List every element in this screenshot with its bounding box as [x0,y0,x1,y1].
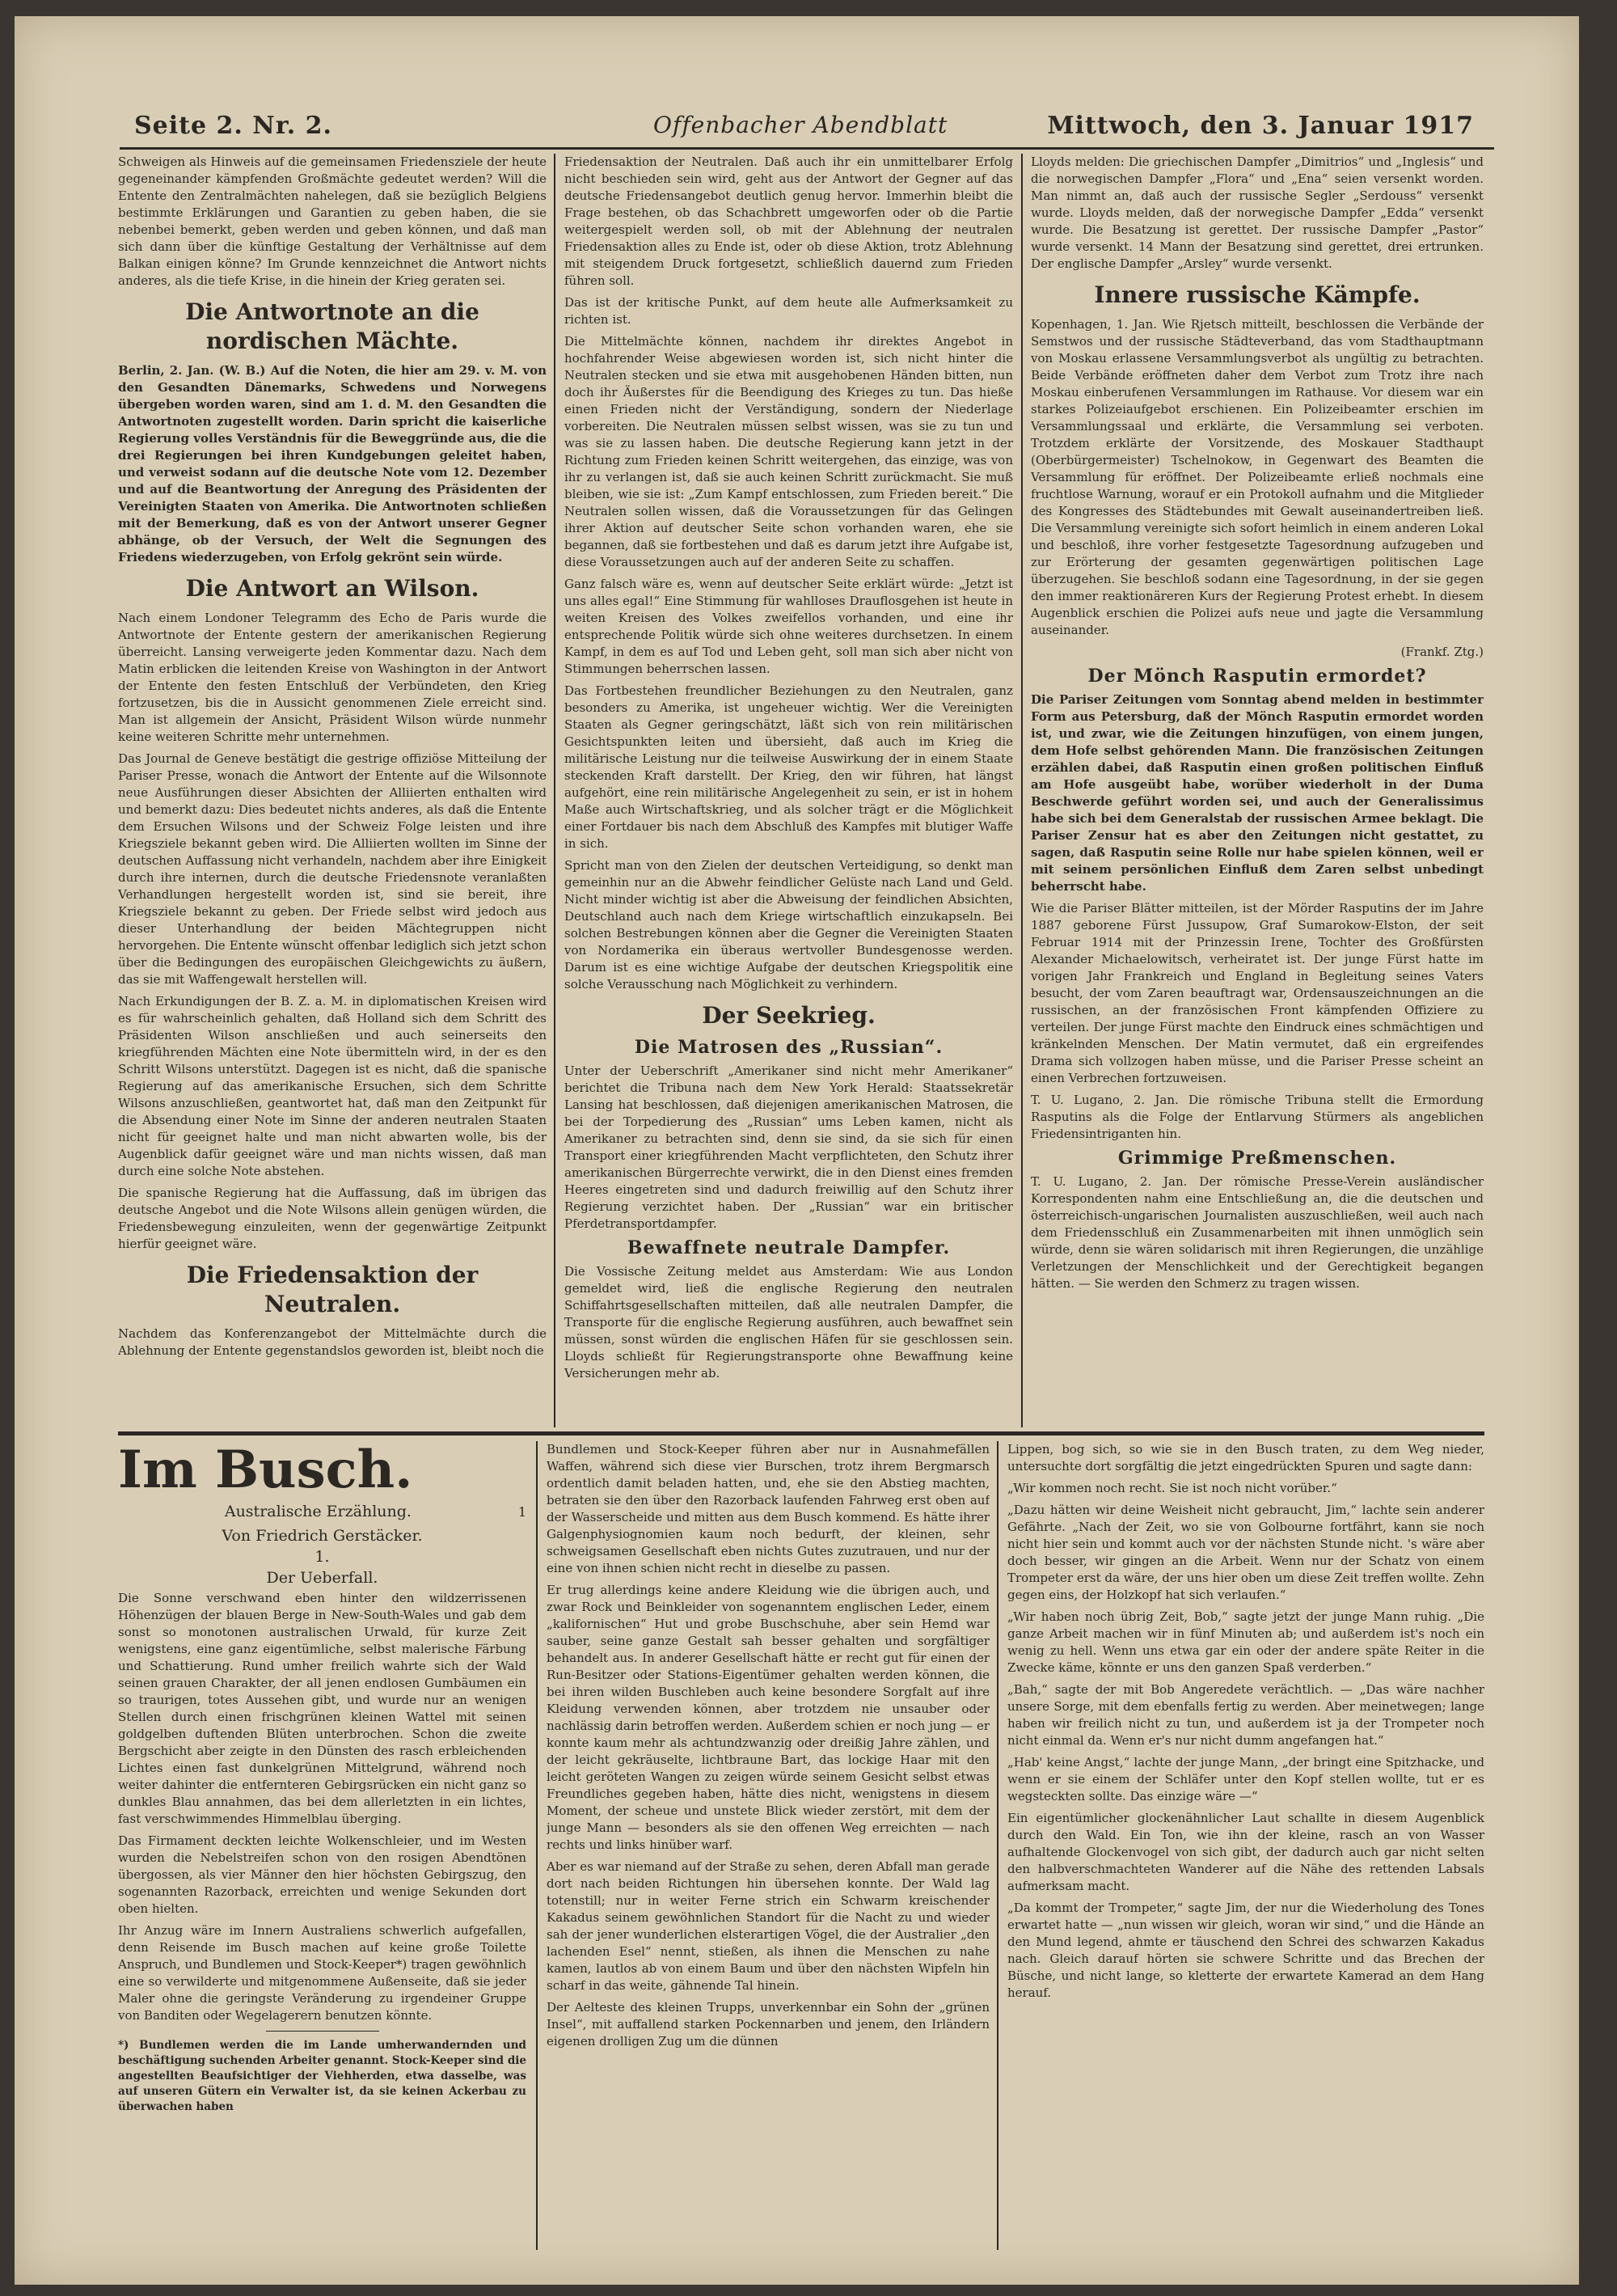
article-text: Nach einem Londoner Telegramm des Echo de Paris wurde die Antwortnote der Entente gestern der amerikanischen Regierung überreicht. Lansing verweigerte jeden Kommentar dazu. Nach dem Matin erblicken die leitenden Kreise von Washington in der Antwort der Entente den festen Entschluß der Verbündeten, den Krieg fortzusetzen, bis die in Aussicht genommenen Ziele erreicht sind. Man ist allgemein der Ansicht, Präsident Wilson würde nunmehr keine weiteren Schritte mehr unternehmen. [118,611,547,744]
subheadline-armed-steamers: Bewaffnete neutrale Dampfer. [627,1237,951,1258]
story-text: Lippen, bog sich, so wie sie in den Busch traten, zu dem Weg nieder, untersuchte dort sorgfältig die jetzt eingedrückten Spuren und sagte dann: [1007,1442,1484,1474]
column-3 [1031,154,1484,1427]
story-text: Das Firmament deckten leichte Wolkenschleier, und im Westen wurden die Nebelstreifen schon von den rosigen Abendtönen übergossen, als vier Männer den hier höchsten Gebirgszug, den sogenannten Razorback, erreichten und wenige Sekunden dort oben hielten. [118,1833,526,1916]
newspaper-name: Offenbacher Abendblatt [653,112,948,138]
chapter-title: Der Ueberfall. [266,1569,378,1587]
story-text: „Bah,“ sagte der mit Bob Angeredete verächtlich. — „Das wäre nachher unsere Sorge, mit dem ebenfalls fertig zu werden. Aber meinetwegen; lange haben wir freilich nicht zu tun, und außerdem ist ja der Trompeter noch nicht einmal da. Wenn er's nur nicht dumm angefangen hat.“ [1007,1682,1484,1748]
issue-date: Mittwoch, den 3. Januar 1917 [1047,112,1474,140]
article-text: Das Journal de Geneve bestätigt die gestrige offiziöse Mitteilung der Pariser Presse, wonach die Antwort der Entente auf die Wilsonnote neue Ausführungen dieser Absichten der Alliierten enthalten wird und bemerkt dazu: Dies bedeutet nichts anderes, als daß die Entente dem Ersuchen Wilsons und der Schweiz Folge leisten und ihre Kriegsziele bekannt geben wird. Die Alliierten wollten im Sinne der deutschen Auffassung nicht verhandeln, nachdem aber ihre Einigkeit durch ihre internen, durch die deutsche Friedensnote veranlaßten Verhandlungen hergestellt worden ist, sind sie bereit, ihre Kriegsziele bekannt zu geben. Der Friede selbst wird jedoch aus dieser Unterhandlung der beiden Mächtegruppen nicht hervorgehen. Die Entente wünscht offenbar lediglich sich jetzt schon über die Bedingungen des europäischen Gleichgewichts zu äußern, das sie mit Waffengewalt herstellen will. [118,751,547,987]
story-column-2 [547,1441,990,2258]
article-text: Unter der Ueberschrift „Amerikaner sind nicht mehr Amerikaner“ berichtet die Tribuna nach dem New York Herald: Staatssekretär Lansing hat beschlossen, daß diejenigen amerikanischen Matrosen, die bei der Torpedierung des „Russian“ ums Leben kamen, nicht als Amerikaner zu betrachten sind, denn sie sind, da sie sich für einen Transport einer kriegführenden Macht verpflichteten, den Schutz ihrer amerikanischen Bürgerrechte verwirkt, die in den Dienst eines fremden Heeres eingetreten sind und dadurch freiwillig auf den Schutz ihrer Regierung verzichtet haben. Der „Russian“ war ein britischer Pferdetransportdampfer. [564,1063,1013,1231]
footnote-marker: 1 [517,1504,526,1520]
story-column-1 [118,1441,526,2258]
story-column-3 [1007,1441,1484,2258]
story-text: „Hab' keine Angst,“ lachte der junge Mann, „der bringt eine Spitzhacke, und wenn er sie einem der Schläfer unter den Kopf stellen wollte, tut er es wegsteckten sollte. Das einzige wäre —“ [1007,1755,1484,1803]
newspaper-page [15,16,1579,2285]
source-note: (Frankf. Ztg.) [1400,645,1484,659]
column-divider [997,1441,998,2250]
article-text: Die spanische Regierung hat die Auffassung, daß im übrigen das deutsche Angebot und die Note Wilsons allein genügen würden, die Friedensbewegung einzuleiten, wenn der gegenwärtige Zeitpunkt hierfür geeignet wäre. [118,1186,547,1251]
story-text: „Da kommt der Trompeter,“ sagte Jim, der nur die Wiederholung des Tones erwartet hatte — „nun wissen wir gleich, woran wir sind,“ und die Hände an den Mund legend, ahmte er täuschend den Schrei des schwarzen Kakadus nach. Gleich darauf hörten sie schwere Schritte und das Brechen der Büsche, und nicht lange, so kletterte der erwartete Kamerad an dem Hang herauf. [1007,1901,1484,2000]
masthead-rule [120,147,1494,150]
article-text: T. U. Lugano, 2. Jan. Die römische Tribuna stellt die Ermordung Rasputins als die Folge der Entlarvung Stürmers als angeblichen Friedensintriganten hin. [1031,1093,1484,1141]
chapter-number: 1. [315,1548,330,1566]
headline-rasputin: Der Mönch Rasputin ermordet? [1087,666,1427,687]
headline-wilson: Die Antwort an Wilson. [185,575,479,602]
article-text: Ganz falsch wäre es, wenn auf deutscher Seite erklärt würde: „Jetzt ist uns alles egal!“ Eine Stimmung für wahlloses Drauflosgehen ist heute in weiten Kreisen des Volkes zweifellos vorhanden, und eine ihr entsprechende Politik würde sich ohne weiteres durchsetzen. In einem Kampf, in dem es auf Tod und Leben geht, soll man sich aber nicht von Stimmungen beherrschen lassen. [564,577,1013,676]
article-text: Das Fortbestehen freundlicher Beziehungen zu den Neutralen, ganz besonders zu Amerika, ist ungeheuer wichtig. Wer die Vereinigten Staaten als Gegner geringschätzt, läßt sich von rein militärischen Gesichtspunkten leiten und übersieht, daß auch im Krieg die militärische Leistung nur die teilweise Auswirkung der in einem Staate steckenden Kraft darstellt. Der Krieg, den wir führen, hat längst aufgehört, eine rein militärische Angelegenheit zu sein, er ist in hohem Maße auch Wirtschaftskrieg, und als solcher trägt er die Möglichkeit einer Fortdauer bis nach dem Abschluß des Kampfes mit blutiger Waffe in sich. [564,683,1013,851]
article-text: Spricht man von den Zielen der deutschen Verteidigung, so denkt man gemeinhin nur an die Abwehr feindlicher Gelüste nach Land und Geld. Nicht minder wichtig ist aber die Abweisung der feindlichen Absichten, Deutschland auch nach dem Kriege wirtschaftlich einzukapseln. Bei solchen Bestrebungen können aber die Gegner die Vereinigten Staaten von Nordamerika ein überaus wertvoller Bundesgenosse werden. Darum ist es eine wichtige Aufgabe der deutschen Kriegspolitik eine solche Verausschung nach Möglichkeit zu verhindern. [564,858,1013,992]
headline-press: Grimmige Preßmenschen. [1117,1148,1397,1169]
footnote-rule [266,2031,379,2032]
article-text: Wie die Pariser Blätter mitteilen, ist der Mörder Rasputins der im Jahre 1887 geborene Fürst Jussupow, Graf Sumarokow-Elston, der seit Februar 1914 mit der Prinzessin Irene, Tochter des Großfürsten Alexander Michaelowitsch, verheiratet ist. Der junge Fürst hatte im vorigen Jahr Frankreich und England in Begleitung seines Vaters besucht, der vom Zaren beauftragt war, Ordensauszeichnungen an die russischen, an der französischen Front kämpfenden Offiziere zu verteilen. Der junge Fürst machte den Eindruck eines schmächtigen und kränkelnden Menschen. Der Matin vermutet, daß ein ergreifendes Drama sich vollzogen haben müsse, und die Pariser Presse scheint an einen Verbrechen fortzuweisen. [1031,901,1484,1085]
column-2 [564,154,1013,1427]
article-text: Kopenhagen, 1. Jan. Wie Rjetsch mitteilt, beschlossen die Verbände der Semstwos und der russische Städteverband, das vom Stadthauptmann von Moskau erlassene Versammlungsverbot als ungültig zu betrachten. Beide Verbände eröffneten daher dem Verbot zum Trotz ihre nach Moskau einberufenen Versammlungen im Rathause. Vor diesem war ein starkes Polizeiaufgebot erschienen. Ein Polizeibeamter erschien im Versammlungssaal und erklärte, die Versammlung sei verboten. Trotzdem erklärte der Vorsitzende, des Moskauer Stadthaupt (Oberbürgermeister) Tschelnokow, in Gegenwart des Beamten die Versammlung für eröffnet. Der Polizeibeamte erließ nochmals eine fruchtlose Warnung, worauf er ein Protokoll aufnahm und die Mitglieder des Kongresses des Städtebundes mit Gewalt auseinandertreiben ließ. Die Versammlung vereinigte sich sofort heimlich in einem anderen Lokal und beschloß, ihre vorher festgesetzte Tagesordnung aufzugeben und zur Erörterung der gesamten gegenwärtigen politischen Lage überzugehen. Sie beschloß sodann eine Tagesordnung, in der sie gegen den immer reaktionäreren Kurs der Regierung Protest erhebt. In diesem Augenblick erschien die Polizei aufs neue und jagte die Versammlung auseinander. [1031,317,1484,637]
story-text: „Dazu hätten wir deine Weisheit nicht gebraucht, Jim,“ lachte sein anderer Gefährte. „Nach der Zeit, wo sie von Golbourne fortfährt, kann sie noch nicht hier sein und kommt auch vor der nächsten Stunde nicht. 's wäre aber doch besser, wir gingen an die Arbeit. Wenn nur der Schatz von einem Trompeter erst da wäre, der uns hier oben um diese Zeit treffen wollte. Zehn gegen eins, der Holzkopf hat sich verlaufen.“ [1007,1503,1484,1602]
column-1 [118,154,547,1427]
story-text: „Wir kommen noch recht. Sie ist noch nicht vorüber.“ [1007,1481,1337,1495]
headline-peace-action: Die Friedensaktion der Neutralen. [186,1262,479,1317]
page-number: Seite 2. Nr. 2. [134,112,332,140]
article-text: Berlin, 2. Jan. (W. B.) Auf die Noten, die hier am 29. v. M. von den Gesandten Dänemarks, Schwedens und Norwegens übergeben worden waren, sind am 1. d. M. den Gesandten die Antwortnoten zugestellt worden. Darin spricht die kaiserliche Regierung volles Verständnis für die Beweggründe aus, die die drei Regierungen bei ihren Kundgebungen geleitet haben, und verweist sodann auf die deutsche Note vom 12. Dezember und auf die Beantwortung der Anregung des Präsidenten der Vereinigten Staaten von Amerika. Die Antwortnoten schließen mit der Bemerkung, daß es von der Antwort unserer Gegner abhänge, ob der Versuch, der Welt die Segnungen des Friedens wiederzugeben, von Erfolg gekrönt sein würde. [118,363,547,564]
story-text: Die Sonne verschwand eben hinter den wildzerrissenen Höhenzügen der blauen Berge in New-South-Wales und gab dem sonst so monotonen australischen Urwald, für kurze Zeit wenigstens, eine ganz eigentümliche, selbst malerische Färbung und Schattierung. Rund umher freilich wahrte sich der Wald seinen grauen Charakter, der all jenen endlosen Gumbäumen ein so traurigen, totes Aussehen gibt, und wurde nur an wenigen Stellen durch einen frischgrünen kleinen Wattel mit seinen goldgelben duftenden Blüten unterbrochen. Schon die zweite Bergschicht aber zeigte in den Dünsten des rasch erbleichenden Lichtes einen fast dunkelgrünen Mittelgrund, während noch weiter dahinter die entfernteren Gebirgsrücken ein nicht ganz so dunkles Blau annahmen, das bei dem allerletzten in ein lichtes, fast verschwimmendes Himmelblau überging. [118,1591,526,1826]
article-text: T. U. Lugano, 2. Jan. Der römische Presse-Verein ausländischer Korrespondenten nahm eine Entschließung an, die die deutschen und österreichisch-ungarischen Journalisten auszuschließen, weil auch nach dem Friedensschluß ein Zusammenarbeiten mit ihnen unmöglich sein würde, denn sie wären solidarisch mit ihren Regierungen, die unzählige Verletzungen der Menschlichkeit und der Gerechtigkeit begangen hätten. — Sie werden den Schmerz zu tragen wissen. [1031,1174,1484,1291]
headline-naval-war: Der Seekrieg. [702,1002,876,1029]
story-author: Von Friedrich Gerstäcker. [222,1527,423,1545]
article-text: Nach Erkundigungen der B. Z. a. M. in diplomatischen Kreisen wird es für wahrscheinlich gehalten, daß Holland sich dem Schritt des Präsidenten Wilson anschließen und auch seinerseits den kriegführenden Mächten eine Note übermitteln wird, in der es den Schritt Wilsons unterstützt. Dagegen ist es nicht, daß die spanische Regierung auf das amerikanische Ersuchen, sich dem Schritte Wilsons anzuschließen, geantwortet hat, daß man den Zeitpunkt für die Absendung einer Note im Sinne der anderen neutralen Staaten nicht für geeignet halte und man nicht abwarten wolle, bis der Augenblick dafür geeignet wäre und man nichts wissen, daß man durch eine solche Note abstehen. [118,994,547,1178]
story-text: Er trug allerdings keine andere Kleidung wie die übrigen auch, und zwar Rock und Beinkleider von sogenanntem englischen Leder, einem „kalifornischen“ Hut und grobe Buschschuhe, aber sein Hemd war sauber, seine ganze Gestalt sah besser gehalten und sorgfältiger behandelt aus. In anderer Gesellschaft hätte er recht gut für einen der Run-Besitzer oder Stations-Eigentümer gehalten werden können, die bei ihren wilden Buschleben auch keine besondere Sorgfalt auf ihre Kleidung verwenden können, aber trotzdem nie unsauber oder nachlässig darin betroffen werden. Außerdem schien er noch jung — er konnte kaum mehr als achtundzwanzig oder dreißig Jahre zählen, und der leicht gekräuselte, lichtbraune Bart, das lockige Haar mit den leicht geröteten Wangen zu zeigen würde seinem Gesicht selbst etwas Freundliches gegeben haben, hätte dies nicht, wenigstens in diesem Moment, der scheue und unstete Blick wieder zerstört, mit dem der junge Mann — besonders als sie den offenen Weg erreichten — nach rechts und links hinüber warf. [547,1583,990,1852]
column-divider [536,1441,538,2250]
story-text: Bundlemen und Stock-Keeper führen aber nur in Ausnahmefällen Waffen, während sich diese vier Burschen, trotz ihrem Bergmarsch ordentlich damit beladen hatten, und, ehe sie den Abstieg machten, betraten sie den über den Razorback laufenden Fahrweg erst oben auf der Wasserscheide und mitten aus dem Busch kommend. Es hätte ihrer Galgenphysiognomien kaum noch bedurft, der kleinen, sehr schweigsamen Gesellschaft eben nichts Gutes zuzutrauen, und nur der eine von ihnen schien nicht recht in dieselbe zu passen. [547,1442,990,1575]
article-text: Das ist der kritische Punkt, auf dem heute alle Aufmerksamkeit zu richten ist. [564,295,1013,327]
headline-russian-struggles: Innere russische Kämpfe. [1094,281,1421,308]
article-text: Schweigen als Hinweis auf die gemeinsamen Friedensziele der heute gegeneinander kämpfenden Großmächte gedeutet werden? Will die Entente den Zentralmächten nahelegen, daß sie bezüglich Belgiens bestimmte Erklärungen und Garantien zu geben haben, die sie nebenbei bemerkt, geben werden und geben können, und daß man sich dann über die künftige Gestaltung der Verhältnisse auf dem Balkan einigen könne? Im Grunde kennzeichnet die Antwort nichts anderes, als die tiefe Krise, in die hinein der Krieg geraten sei. [118,154,547,288]
footnote-text: *) Bundlemen werden die im Lande umherwandernden und beschäftigung suchenden Arbeiter genannt. Stock-Keeper sind die angestellten Beaufsichtiger der Viehherden, etwa dasselbe, was auf unseren Gütern ein Verwalter ist, da sie keinen Ackerbau zu überwachen haben [118,2039,526,2113]
article-text: Lloyds melden: Die griechischen Dampfer „Dimitrios“ und „Inglesis“ und die norwegischen Dampfer „Flora“ und „Ena“ seien versenkt worden. Man nimmt an, daß auch der russische Segler „Serdouss“ versenkt wurde. Lloyds melden, daß der norwegische Dampfer „Edda“ versenkt wurde. Die Besatzung ist gerettet. Der russische Dampfer „Pastor“ wurde versenkt. 14 Mann der Besatzung sind gerettet, drei ertrunken. Der englische Dampfer „Arsley“ wurde versenkt. [1031,154,1484,271]
story-subtitle: Australische Erzählung. [224,1503,412,1520]
feuilleton-rule [118,1431,1484,1436]
headline-nordic-note: Die Antwortnote an die nordischen Mächte. [185,298,479,354]
story-text: Der Aelteste des kleinen Trupps, unverkennbar ein Sohn der „grünen Insel“, mit auffallend starken Pockennarben und jenem, den Irländern eigenen drolligen Zug um die dünnen [547,2000,990,2049]
column-divider [1021,154,1023,1427]
subheadline-russian: Die Matrosen des „Russian“. [634,1037,944,1058]
article-text: Die Mittelmächte können, nachdem ihr direktes Angebot in hochfahrender Weise abgewiesen worden ist, sich nicht hinter die Neutralen stecken und sie etwa mit ausgehobenen Händen bitten, nun doch ihr Äußerstes für die Beendigung des Krieges zu tun. Das hieße einen Frieden nicht der Verständigung, sondern der Niederlage vorbereiten. Die Neutralen müssen selbst wissen, was sie zu tun und was sie zu lassen haben. Die deutsche Regierung kann jetzt in der Richtung zum Frieden keinen Schritt weitergehen, das einzige, was von ihr zu verlangen ist, daß sie auch keinen Schritt zurückmacht. Sie muß bleiben, wie sie ist: „Zum Kampf entschlossen, zum Frieden bereit.“ Die Neutralen sollen wissen, daß die Voraussetzungen für das Gelingen ihrer Aktion auf deutscher Seite schon vorhanden waren, ehe sie begannen, daß sie fortbestehen und daß es darum jetzt ihre Aufgabe ist, diese Voraussetzungen auch auf der anderen Seite zu schaffen. [564,334,1013,569]
article-text: Die Pariser Zeitungen vom Sonntag abend melden in bestimmter Form aus Petersburg, daß der Mönch Rasputin ermordet worden ist, und zwar, wie die Zeitungen hinzufügen, von einem jungen, dem Hofe selbst gehörenden Mann. Die französischen Zeitungen erzählen dabei, daß Rasputin einen großen politischen Einfluß am Hofe ausgeübt habe, worüber wiederholt in der Duma Beschwerde geführt worden sei, und auch der Generalissimus habe sich bei dem Generalstab der russischen Armee beklagt. Die Pariser Zensur hat es aber den Zeitungen nicht gestattet, zu sagen, daß Rasputin seine Rolle nur habe spielen können, weil er mit seinem persönlichen Einfluß dem Zaren selbst unbedingt beherrscht habe. [1031,692,1484,894]
story-text: „Wir haben noch übrig Zeit, Bob,“ sagte jetzt der junge Mann ruhig. „Die ganze Arbeit machen wir in fünf Minuten ab; und außerdem ist's noch ein wenig zu hell. Wenn uns etwa gar ein oder der andere späte Reiter in die Zwecke käme, könnte er uns den ganzen Spaß verderben.“ [1007,1609,1484,1675]
article-text: Nachdem das Konferenzangebot der Mittelmächte durch die Ablehnung der Entente gegenstandslos geworden ist, bleibt noch die [118,1326,547,1358]
story-text: Ein eigentümlicher glockenähnlicher Laut schallte in diesem Augenblick durch den Wald. Ein Ton, wie ihn der kleine, rasch an von Wasser aufhaltende Glockenvogel von sich gibt, der dadurch auch gar nicht selten den halbverschmachteten Wanderer auf die Nähe des rettenden Labsals aufmerksam macht. [1007,1811,1484,1893]
column-divider [554,154,555,1427]
story-text: Ihr Anzug wäre im Innern Australiens schwerlich aufgefallen, denn Reisende im Busch machen auf keine große Toilette Anspruch, und Bundlemen und Stock-Keeper*) tragen gewöhnlich eine so verwilderte und mitgenommene Außenseite, daß sie jeder Maler ohne die geringste Veränderung zu irgendeiner Gruppe von Banditen oder Wegelagerern benutzen könnte. [118,1923,526,2023]
story-text: Aber es war niemand auf der Straße zu sehen, deren Abfall man gerade dort nach beiden Richtungen hin übersehen konnte. Der Wald lag totenstill; nur in weiter Ferne strich ein Schwarm kreischender Kakadus seinem gewöhnlichen Standort für die Nacht zu und wieder sah der jener wunderlichen elsterartigen Vögel, die der Australier „den lachenden Esel“ nennt, stießen, als ihnen die Menschen zu nahe kamen, lautlos ab von einem Baum und über den nächsten Wipfeln hin scharf in das weite, gähnende Tal hinein. [547,1859,990,1993]
article-text: Friedensaktion der Neutralen. Daß auch ihr ein unmittelbarer Erfolg nicht beschieden sein wird, geht aus der Antwort der Gegner auf das deutsche Friedensangebot deutlich genug hervor. Immerhin bleibt die Frage bestehen, ob das Schachbrett umgeworfen oder ob die Partie weitergespielt werden soll, ob mit der Ablehnung der neutralen Friedensaktion alles zu Ende ist, oder ob diese Aktion, trotz Ablehnung mit steigendem Druck fortgesetzt, schließlich dauernd zum Frieden führen soll. [564,154,1013,288]
article-text: Die Vossische Zeitung meldet aus Amsterdam: Wie aus London gemeldet wird, ließ die englische Regierung den neutralen Schiffahrtsgesellschaften mitteilen, daß alle neutralen Dampfer, die Transporte für die englische Regierung ausführen, auch bewaffnet sein müssen, sonst würden die englischen Häfen für sie geschlossen sein. Lloyds schließt für Regierungstransporte ohne Bewaffnung keine Versicherungen mehr ab. [564,1264,1013,1381]
story-title: Im Busch. [118,1441,413,1500]
